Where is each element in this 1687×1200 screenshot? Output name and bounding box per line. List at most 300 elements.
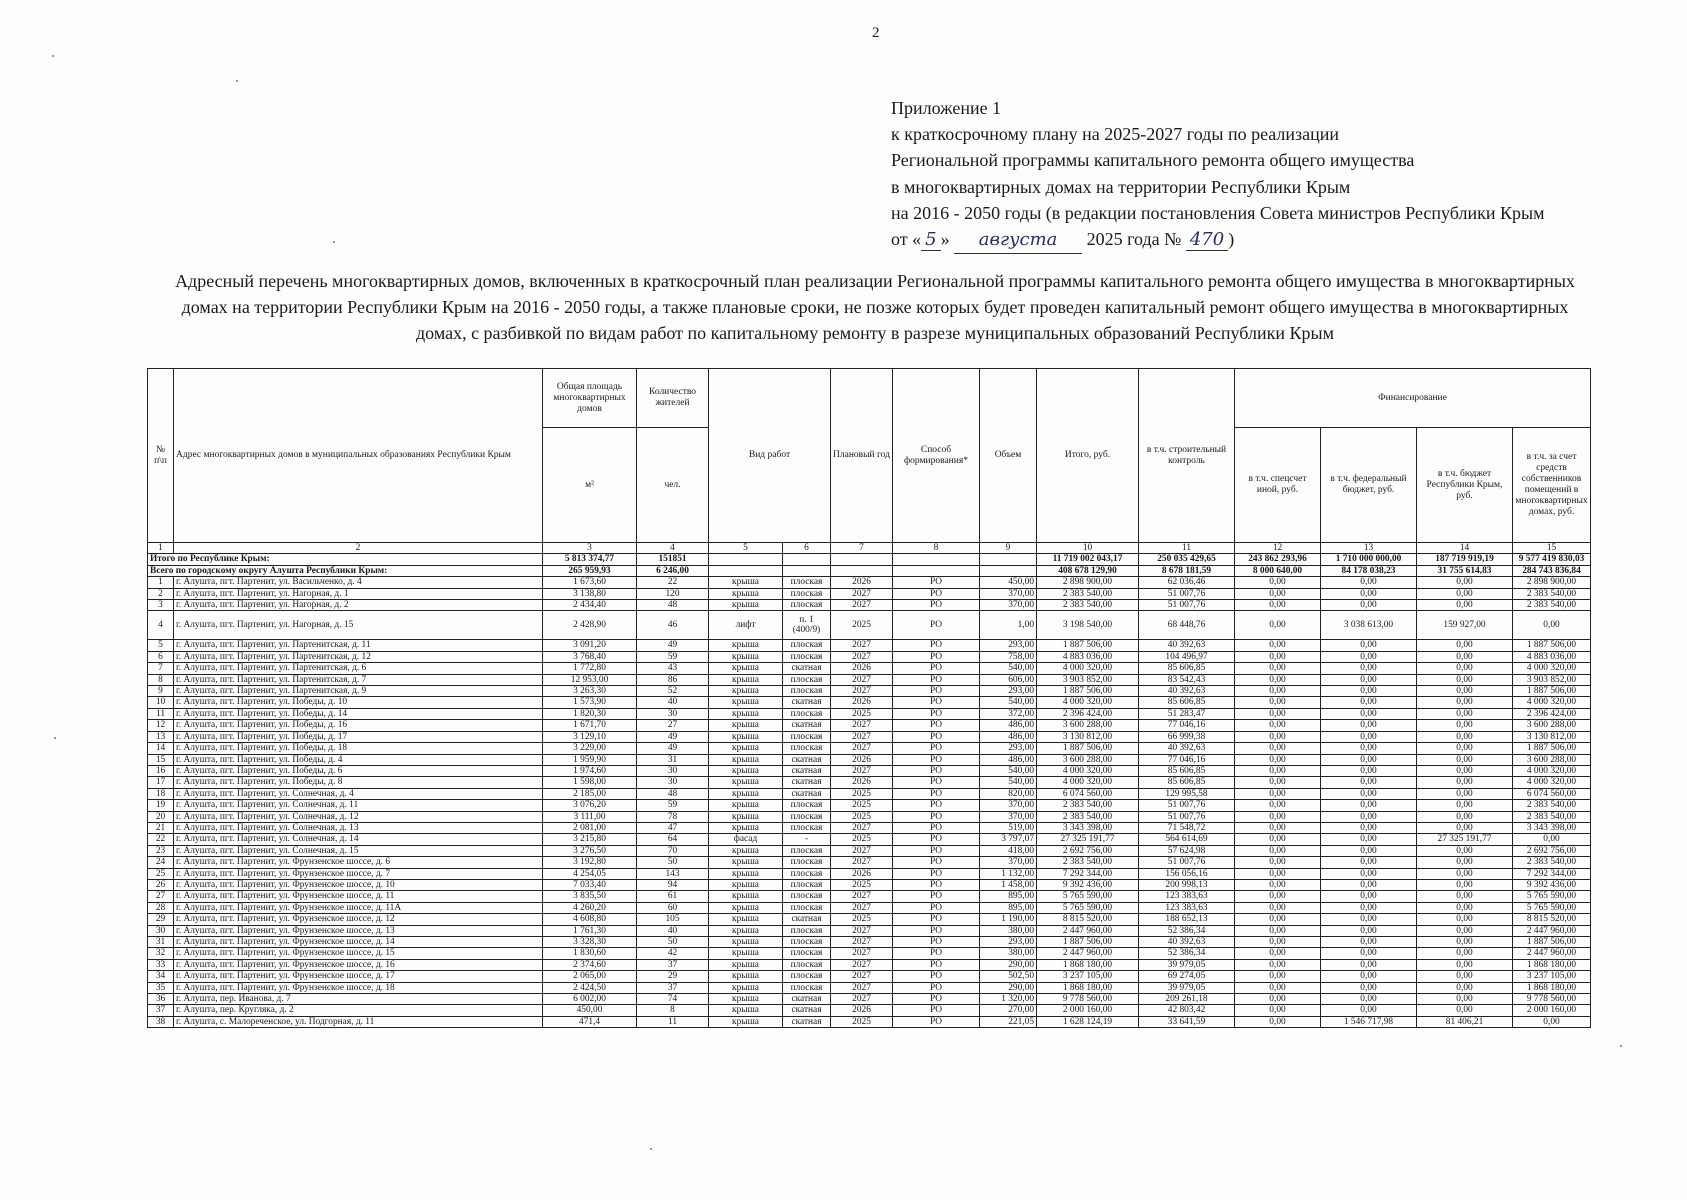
- cell-owners: 1 887 506,00: [1513, 686, 1591, 697]
- cell-special: 0,00: [1235, 879, 1321, 890]
- cell-method: РО: [893, 754, 980, 765]
- cell-residents: 22: [637, 577, 709, 588]
- cell-year: 2027: [831, 731, 893, 742]
- cell-volume: 370,00: [980, 857, 1037, 868]
- cell-num: 2: [148, 588, 174, 599]
- cell-roof-kind: скатная: [783, 1005, 831, 1016]
- total-special: 8 000 640,00: [1235, 565, 1321, 576]
- cell-address: г. Алушта, пгт. Партенит, ул. Солнечная, д. 14: [174, 834, 543, 845]
- appendix-line: Приложение 1: [891, 98, 1002, 118]
- cell-residents: 70: [637, 845, 709, 856]
- cell-year: 2027: [831, 743, 893, 754]
- cell-residents: 105: [637, 914, 709, 925]
- cell-republic: 0,00: [1417, 1005, 1513, 1016]
- cell-address: г. Алушта, пгт. Партенит, ул. Победы, д. 8: [174, 777, 543, 788]
- cell-federal: 0,00: [1321, 959, 1417, 970]
- cell-address: г. Алушта, пгт. Партенит, ул. Нагорная, д. 1: [174, 588, 543, 599]
- cell-year: 2027: [831, 994, 893, 1005]
- cell-roof-kind: плоская: [783, 822, 831, 833]
- cell-volume: 221,05: [980, 1016, 1037, 1027]
- cell-control: 33 641,59: [1139, 1016, 1235, 1027]
- cell-federal: 0,00: [1321, 674, 1417, 685]
- cell-year: 2027: [831, 822, 893, 833]
- cell-address: г. Алушта, пгт. Партенит, ул. Солнечная, д. 11: [174, 800, 543, 811]
- cell-owners: 5 765 590,00: [1513, 902, 1591, 913]
- cell-total: 3 903 852,00: [1037, 674, 1139, 685]
- cell-residents: 49: [637, 640, 709, 651]
- cell-roof-kind: плоская: [783, 971, 831, 982]
- cell-owners: 3 343 398,00: [1513, 822, 1591, 833]
- cell-federal: 0,00: [1321, 577, 1417, 588]
- cell-special: 0,00: [1235, 822, 1321, 833]
- cell-roof-kind: плоская: [783, 708, 831, 719]
- cell-num: 35: [148, 982, 174, 993]
- cell-owners: 3 237 105,00: [1513, 971, 1591, 982]
- empty-cell: [831, 554, 893, 565]
- cell-year: 2027: [831, 971, 893, 982]
- cell-area: 1 772,80: [543, 663, 637, 674]
- cell-federal: 0,00: [1321, 982, 1417, 993]
- total-federal: 1 710 000 000,00: [1321, 554, 1417, 565]
- cell-residents: 59: [637, 651, 709, 662]
- cell-owners: 1 868 180,00: [1513, 982, 1591, 993]
- cell-special: 0,00: [1235, 663, 1321, 674]
- cell-method: РО: [893, 868, 980, 879]
- cell-work-type: крыша: [709, 674, 783, 685]
- cell-control: 188 652,13: [1139, 914, 1235, 925]
- cell-residents: 46: [637, 611, 709, 640]
- cell-method: РО: [893, 811, 980, 822]
- cell-control: 83 542,43: [1139, 674, 1235, 685]
- appendix-line: к краткосрочному плану на 2025-2027 годы по реализации: [891, 124, 1340, 145]
- cell-special: 0,00: [1235, 640, 1321, 651]
- scan-speck: [236, 80, 238, 82]
- cell-area: 1 974,60: [543, 765, 637, 776]
- cell-residents: 8: [637, 1005, 709, 1016]
- cell-method: РО: [893, 994, 980, 1005]
- cell-year: 2025: [831, 914, 893, 925]
- cell-year: 2026: [831, 577, 893, 588]
- cell-residents: 50: [637, 937, 709, 948]
- cell-control: 104 496,97: [1139, 651, 1235, 662]
- cell-special: 0,00: [1235, 914, 1321, 925]
- cell-volume: 1 320,00: [980, 994, 1037, 1005]
- cell-republic: 0,00: [1417, 937, 1513, 948]
- handwritten-decree-number: 470: [1186, 229, 1228, 251]
- table-row: [148, 937, 1591, 948]
- cell-owners: 2 898 900,00: [1513, 577, 1591, 588]
- cell-federal: 0,00: [1321, 777, 1417, 788]
- empty-cell: [709, 565, 783, 576]
- cell-address: г. Алушта, пгт. Партенит, ул. Победы, д. 17: [174, 731, 543, 742]
- cell-owners: 9 778 560,00: [1513, 994, 1591, 1005]
- cell-work-type: крыша: [709, 588, 783, 599]
- table-row: [148, 1005, 1591, 1016]
- cell-num: 4: [148, 611, 174, 640]
- cell-control: 52 386,34: [1139, 925, 1235, 936]
- cell-work-type: крыша: [709, 811, 783, 822]
- table-row: [148, 902, 1591, 913]
- handwritten-month: августа: [954, 227, 1082, 254]
- cell-federal: 0,00: [1321, 663, 1417, 674]
- cell-federal: 0,00: [1321, 948, 1417, 959]
- header-special-account: в т.ч. спецсчет иной, руб.: [1235, 428, 1321, 543]
- cell-residents: 143: [637, 868, 709, 879]
- cell-work-type: крыша: [709, 1005, 783, 1016]
- cell-control: 71 548,72: [1139, 822, 1235, 833]
- table-row: [148, 857, 1591, 868]
- cell-num: 38: [148, 1016, 174, 1027]
- cell-area: 2 428,90: [543, 611, 637, 640]
- total-special: 243 862 293,96: [1235, 554, 1321, 565]
- cell-owners: 1 887 506,00: [1513, 743, 1591, 754]
- cell-residents: 52: [637, 686, 709, 697]
- cell-method: РО: [893, 925, 980, 936]
- cell-method: РО: [893, 674, 980, 685]
- cell-num: 11: [148, 708, 174, 719]
- cell-area: 471,4: [543, 1016, 637, 1027]
- table-row: [148, 743, 1591, 754]
- cell-total: 2 000 160,00: [1037, 1005, 1139, 1016]
- scan-speck: [333, 241, 335, 243]
- cell-republic: 0,00: [1417, 879, 1513, 890]
- address-list-table: [147, 368, 1591, 1028]
- header-address: Адрес многоквартирных домов в муниципальных образованиях Республики Крым: [174, 369, 543, 543]
- cell-total: 1 887 506,00: [1037, 743, 1139, 754]
- cell-num: 20: [148, 811, 174, 822]
- cell-owners: 4 000 320,00: [1513, 697, 1591, 708]
- cell-republic: 0,00: [1417, 651, 1513, 662]
- cell-work-type: крыша: [709, 686, 783, 697]
- cell-address: г. Алушта, пгт. Партенит, ул. Фрунзенское шоссе, д. 7: [174, 868, 543, 879]
- cell-republic: 0,00: [1417, 765, 1513, 776]
- cell-area: 2 434,40: [543, 600, 637, 611]
- cell-address: г. Алушта, пгт. Партенит, ул. Победы, д. 6: [174, 765, 543, 776]
- appendix-line: на 2016 - 2050 годы (в редакции постановления Совета министров Республики Крым: [891, 202, 1545, 223]
- cell-address: г. Алушта, пгт. Партенит, ул. Фрунзенское шоссе, д. 16: [174, 959, 543, 970]
- date-close: ): [1228, 229, 1235, 250]
- cell-roof-kind: скатная: [783, 994, 831, 1005]
- cell-volume: 540,00: [980, 663, 1037, 674]
- cell-republic: 0,00: [1417, 600, 1513, 611]
- cell-num: 37: [148, 1005, 174, 1016]
- cell-residents: 30: [637, 708, 709, 719]
- total-federal: 84 178 038,23: [1321, 565, 1417, 576]
- cell-federal: 0,00: [1321, 811, 1417, 822]
- cell-total: 27 325 191,77: [1037, 834, 1139, 845]
- cell-area: 4 254,05: [543, 868, 637, 879]
- total-owners: 9 577 419 830,03: [1513, 554, 1591, 565]
- cell-method: РО: [893, 822, 980, 833]
- cell-volume: 290,00: [980, 982, 1037, 993]
- cell-area: 3 835,50: [543, 891, 637, 902]
- cell-volume: 519,00: [980, 822, 1037, 833]
- cell-num: 8: [148, 674, 174, 685]
- cell-special: 0,00: [1235, 577, 1321, 588]
- cell-special: 0,00: [1235, 811, 1321, 822]
- cell-republic: 0,00: [1417, 686, 1513, 697]
- cell-area: 2 081,00: [543, 822, 637, 833]
- empty-cell: [893, 565, 980, 576]
- table-row: [148, 577, 1591, 588]
- cell-address: г. Алушта, пер. Иванова, д. 7: [174, 994, 543, 1005]
- cell-work-type: крыша: [709, 857, 783, 868]
- cell-area: 1 673,60: [543, 577, 637, 588]
- cell-method: РО: [893, 948, 980, 959]
- cell-method: РО: [893, 879, 980, 890]
- cell-year: 2027: [831, 674, 893, 685]
- cell-address: г. Алушта, пгт. Партенит, ул. Победы, д. 18: [174, 743, 543, 754]
- cell-method: РО: [893, 800, 980, 811]
- cell-work-type: крыша: [709, 651, 783, 662]
- cell-owners: 2 000 160,00: [1513, 1005, 1591, 1016]
- cell-control: 62 036,46: [1139, 577, 1235, 588]
- cell-control: 85 606,85: [1139, 765, 1235, 776]
- header-volume: Объем: [980, 369, 1037, 543]
- cell-method: РО: [893, 937, 980, 948]
- cell-work-type: крыша: [709, 640, 783, 651]
- cell-roof-kind: плоская: [783, 937, 831, 948]
- cell-residents: 29: [637, 971, 709, 982]
- total-label: Всего по городскому округу Алушта Республики Крым:: [148, 565, 543, 576]
- cell-control: 77 046,16: [1139, 754, 1235, 765]
- cell-control: 77 046,16: [1139, 720, 1235, 731]
- cell-volume: 418,00: [980, 845, 1037, 856]
- cell-year: 2025: [831, 788, 893, 799]
- cell-work-type: крыша: [709, 982, 783, 993]
- cell-area: 4 608,80: [543, 914, 637, 925]
- cell-federal: 0,00: [1321, 720, 1417, 731]
- cell-control: 51 007,76: [1139, 588, 1235, 599]
- cell-republic: 0,00: [1417, 868, 1513, 879]
- cell-num: 7: [148, 663, 174, 674]
- cell-control: 564 614,69: [1139, 834, 1235, 845]
- cell-num: 27: [148, 891, 174, 902]
- total-total: 11 719 002 043,17: [1037, 554, 1139, 565]
- cell-special: 0,00: [1235, 788, 1321, 799]
- cell-special: 0,00: [1235, 925, 1321, 936]
- cell-roof-kind: плоская: [783, 948, 831, 959]
- header-num: № п\п: [148, 369, 174, 543]
- cell-year: 2027: [831, 686, 893, 697]
- cell-total: 1 887 506,00: [1037, 686, 1139, 697]
- cell-roof-kind: плоская: [783, 925, 831, 936]
- cell-year: 2027: [831, 948, 893, 959]
- cell-owners: 0,00: [1513, 1016, 1591, 1027]
- page-number: 2: [872, 25, 880, 41]
- cell-owners: 4 000 320,00: [1513, 663, 1591, 674]
- table-row: [148, 891, 1591, 902]
- cell-republic: 0,00: [1417, 731, 1513, 742]
- cell-republic: 0,00: [1417, 811, 1513, 822]
- cell-total: 3 198 540,00: [1037, 611, 1139, 640]
- cell-special: 0,00: [1235, 1005, 1321, 1016]
- cell-residents: 30: [637, 765, 709, 776]
- cell-owners: 0,00: [1513, 611, 1591, 640]
- appendix-line: в многоквартирных домах на территории Республики Крым: [891, 176, 1351, 197]
- cell-republic: 0,00: [1417, 697, 1513, 708]
- empty-cell: [980, 554, 1037, 565]
- cell-roof-kind: плоская: [783, 845, 831, 856]
- cell-special: 0,00: [1235, 720, 1321, 731]
- cell-method: РО: [893, 857, 980, 868]
- cell-num: 33: [148, 959, 174, 970]
- cell-year: 2027: [831, 857, 893, 868]
- table-row: [148, 948, 1591, 959]
- cell-control: 51 007,76: [1139, 857, 1235, 868]
- cell-federal: 0,00: [1321, 754, 1417, 765]
- cell-total: 4 000 320,00: [1037, 777, 1139, 788]
- cell-residents: 47: [637, 822, 709, 833]
- cell-republic: 0,00: [1417, 959, 1513, 970]
- cell-residents: 49: [637, 743, 709, 754]
- cell-total: 2 383 540,00: [1037, 600, 1139, 611]
- cell-federal: 0,00: [1321, 994, 1417, 1005]
- cell-address: г. Алушта, пгт. Партенит, ул. Солнечная, д. 4: [174, 788, 543, 799]
- cell-address: г. Алушта, пгт. Партенит, ул. Победы, д. 14: [174, 708, 543, 719]
- cell-method: РО: [893, 982, 980, 993]
- cell-work-type: крыша: [709, 948, 783, 959]
- cell-area: 3 328,30: [543, 937, 637, 948]
- document-title: Адресный перечень многоквартирных домов, включенных в краткосрочный план реализации Региональной программы капитального ремонта общего имущества в многоквартирных домах на территории Республики Крым на 2016 - 2050 годы, а также плановые сроки, не позже которых будет проведен капитальный ремонт общего имущества в многоквартирных домах, с разбивкой по видам работ по капитальному ремонту в разрезе муниципальных образований Республики Крым: [175, 271, 1575, 343]
- cell-method: РО: [893, 640, 980, 651]
- scan-speck: [52, 55, 54, 57]
- cell-roof-kind: плоская: [783, 891, 831, 902]
- empty-cell: [783, 565, 831, 576]
- header-owners-funds: в т.ч. за счет средств собственников помещений в многоквартирных домах, руб.: [1513, 428, 1591, 543]
- column-number: 1: [148, 543, 174, 554]
- cell-area: 1 671,70: [543, 720, 637, 731]
- table-row: [148, 925, 1591, 936]
- cell-republic: 0,00: [1417, 902, 1513, 913]
- cell-control: 123 383,63: [1139, 902, 1235, 913]
- cell-roof-kind: плоская: [783, 959, 831, 970]
- cell-area: 3 076,20: [543, 800, 637, 811]
- cell-roof-kind: скатная: [783, 1016, 831, 1027]
- cell-address: г. Алушта, пер. Кругляка, д. 2: [174, 1005, 543, 1016]
- cell-area: 4 260,20: [543, 902, 637, 913]
- cell-address: г. Алушта, пгт. Партенит, ул. Нагорная, д. 2: [174, 600, 543, 611]
- header-work-type: Вид работ: [709, 369, 831, 543]
- header-total: Итого, руб.: [1037, 369, 1139, 543]
- cell-volume: 540,00: [980, 765, 1037, 776]
- table-row: [148, 674, 1591, 685]
- cell-republic: 0,00: [1417, 708, 1513, 719]
- total-republic: 31 755 614,83: [1417, 565, 1513, 576]
- cell-work-type: крыша: [709, 971, 783, 982]
- column-number: 5: [709, 543, 783, 554]
- cell-special: 0,00: [1235, 611, 1321, 640]
- cell-address: г. Алушта, пгт. Партенит, ул. Партенитская, д. 7: [174, 674, 543, 685]
- cell-republic: 0,00: [1417, 588, 1513, 599]
- cell-work-type: крыша: [709, 577, 783, 588]
- cell-republic: 0,00: [1417, 743, 1513, 754]
- cell-method: РО: [893, 891, 980, 902]
- cell-volume: 293,00: [980, 937, 1037, 948]
- cell-republic: 0,00: [1417, 800, 1513, 811]
- cell-num: 1: [148, 577, 174, 588]
- cell-method: РО: [893, 959, 980, 970]
- column-number: 7: [831, 543, 893, 554]
- cell-total: 2 383 540,00: [1037, 857, 1139, 868]
- cell-num: 18: [148, 788, 174, 799]
- cell-control: 40 392,63: [1139, 640, 1235, 651]
- total-republic: 187 719 919,19: [1417, 554, 1513, 565]
- table-row: [148, 651, 1591, 662]
- column-number: 13: [1321, 543, 1417, 554]
- cell-total: 3 600 288,00: [1037, 754, 1139, 765]
- cell-volume: 380,00: [980, 925, 1037, 936]
- cell-work-type: крыша: [709, 743, 783, 754]
- cell-total: 2 692 756,00: [1037, 845, 1139, 856]
- cell-owners: 4 000 320,00: [1513, 765, 1591, 776]
- cell-owners: 0,00: [1513, 834, 1591, 845]
- cell-work-type: крыша: [709, 800, 783, 811]
- total-residents: 151851: [637, 554, 709, 565]
- cell-method: РО: [893, 1005, 980, 1016]
- cell-num: 19: [148, 800, 174, 811]
- header-unit-people: чел.: [637, 428, 709, 543]
- cell-num: 36: [148, 994, 174, 1005]
- cell-work-type: крыша: [709, 902, 783, 913]
- cell-roof-kind: плоская: [783, 982, 831, 993]
- cell-year: 2025: [831, 800, 893, 811]
- header-area: Общая площадь многоквартирных домов: [543, 369, 637, 428]
- cell-special: 0,00: [1235, 937, 1321, 948]
- cell-area: 1 761,30: [543, 925, 637, 936]
- cell-control: 57 624,98: [1139, 845, 1235, 856]
- empty-cell: [980, 565, 1037, 576]
- cell-total: 2 447 960,00: [1037, 925, 1139, 936]
- cell-republic: 0,00: [1417, 857, 1513, 868]
- cell-work-type: крыша: [709, 845, 783, 856]
- cell-republic: 0,00: [1417, 948, 1513, 959]
- cell-federal: 1 546 717,98: [1321, 1016, 1417, 1027]
- table-row: [148, 879, 1591, 890]
- cell-volume: 1 132,00: [980, 868, 1037, 879]
- cell-area: 1 820,30: [543, 708, 637, 719]
- cell-owners: 2 383 540,00: [1513, 857, 1591, 868]
- cell-volume: 758,00: [980, 651, 1037, 662]
- total-row: [148, 565, 1591, 576]
- cell-address: г. Алушта, пгт. Партенит, ул. Фрунзенское шоссе, д. 6: [174, 857, 543, 868]
- cell-year: 2027: [831, 720, 893, 731]
- cell-method: РО: [893, 708, 980, 719]
- cell-address: г. Алушта, пгт. Партенит, ул. Партенитская, д. 9: [174, 686, 543, 697]
- handwritten-day: 5: [921, 229, 940, 251]
- table-row: [148, 663, 1591, 674]
- cell-owners: 9 392 436,00: [1513, 879, 1591, 890]
- cell-control: 39 979,05: [1139, 982, 1235, 993]
- cell-special: 0,00: [1235, 891, 1321, 902]
- cell-method: РО: [893, 788, 980, 799]
- cell-residents: 37: [637, 959, 709, 970]
- cell-roof-kind: плоская: [783, 640, 831, 651]
- cell-republic: 0,00: [1417, 720, 1513, 731]
- cell-volume: 820,00: [980, 788, 1037, 799]
- cell-area: 2 065,00: [543, 971, 637, 982]
- table-row: [148, 754, 1591, 765]
- cell-owners: 3 130 812,00: [1513, 731, 1591, 742]
- cell-republic: 0,00: [1417, 994, 1513, 1005]
- cell-special: 0,00: [1235, 834, 1321, 845]
- table-row: [148, 588, 1591, 599]
- date-suffix: 2025 года №: [1086, 229, 1182, 250]
- cell-control: 40 392,63: [1139, 743, 1235, 754]
- cell-address: г. Алушта, пгт. Партенит, ул. Васильченко, д. 4: [174, 577, 543, 588]
- cell-special: 0,00: [1235, 948, 1321, 959]
- cell-residents: 37: [637, 982, 709, 993]
